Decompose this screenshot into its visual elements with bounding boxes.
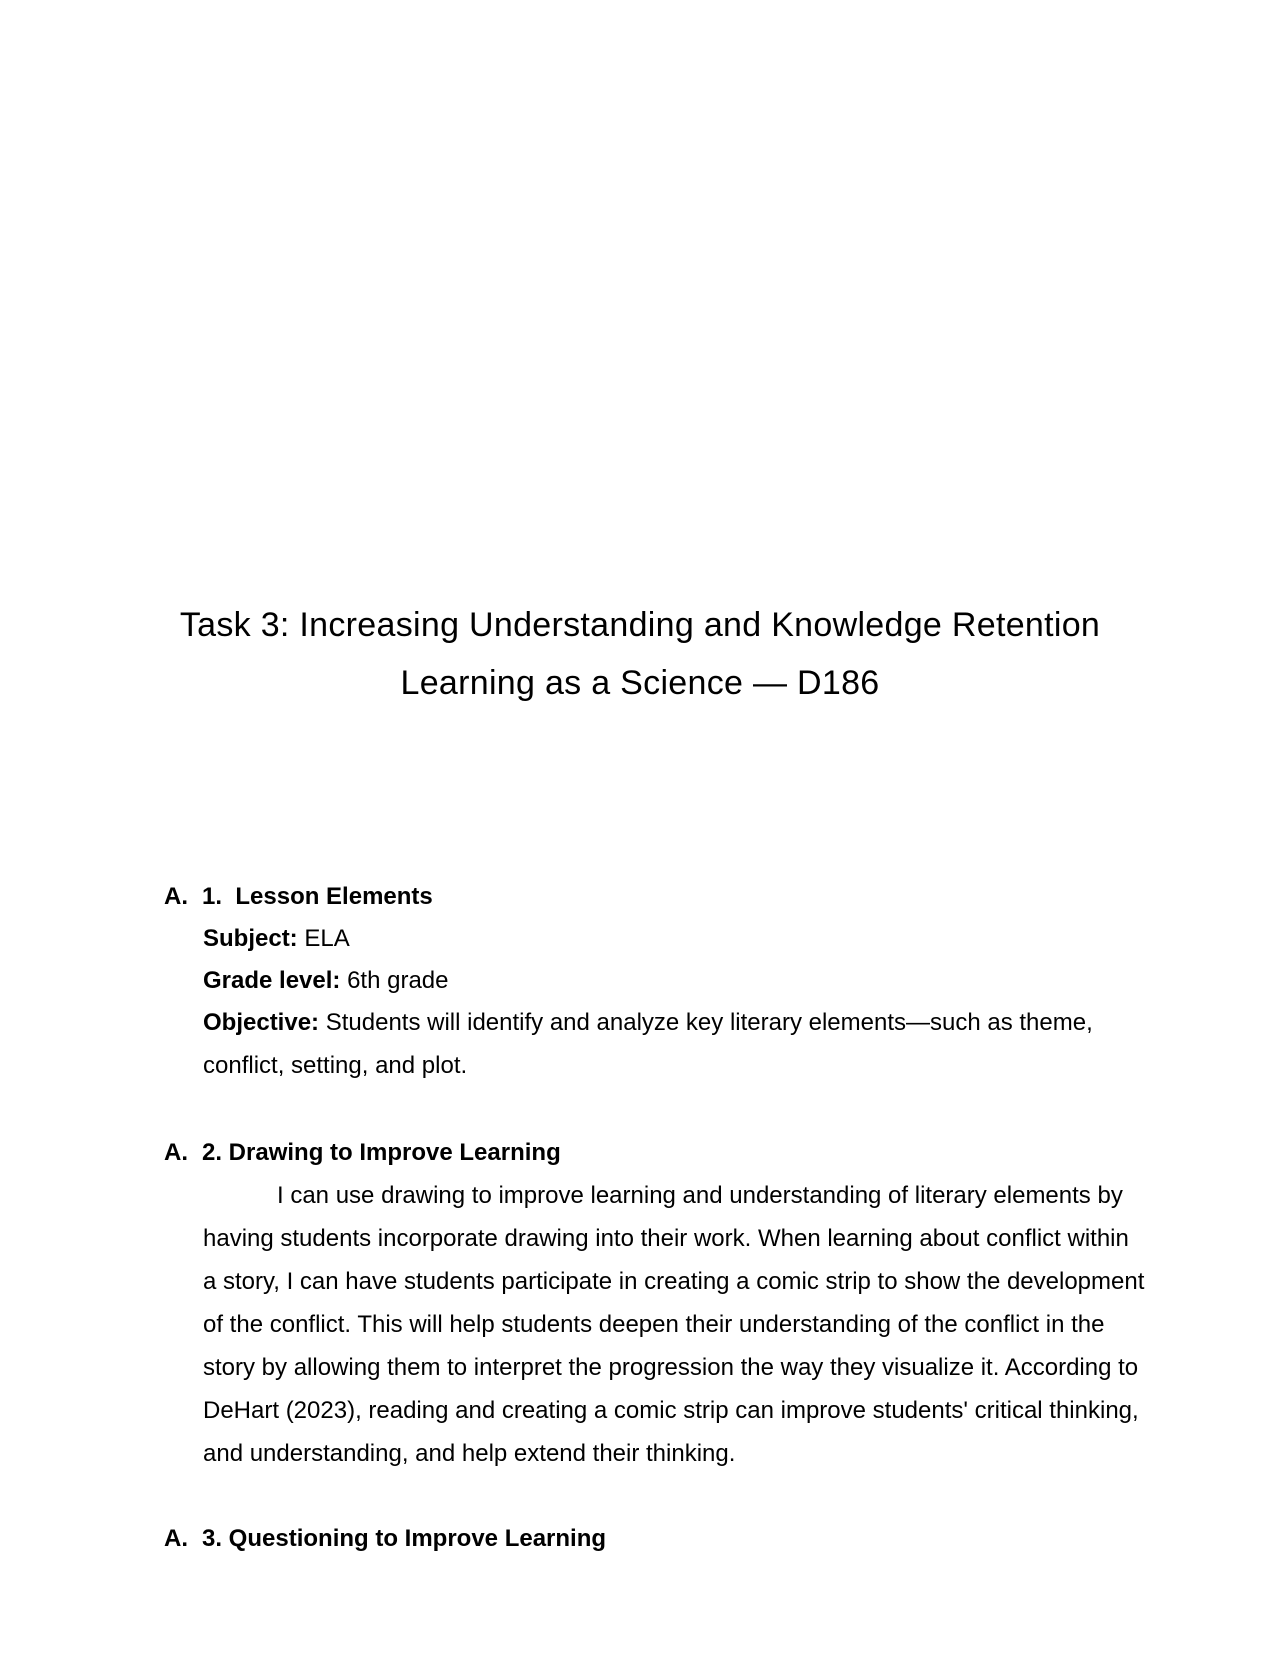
section-heading-questioning xyxy=(164,1524,606,1554)
section-letter: A. xyxy=(164,883,188,910)
section-letter: A. xyxy=(164,1525,188,1552)
drawing-paragraph: I can use drawing to improve learning and understanding of literary elements by having students incorporate drawing into their work. When learning about conflict within a story, I can have students participate in creating a comic strip to show the development of the conflict. This will help students deepen their understanding of the conflict in the story by allowing them to interpret the progression the way they visualize it. According to DeHart (2023), reading and creating a comic strip can improve students' critical thinking, and understanding, and help extend their thinking. xyxy=(203,1182,1145,1467)
document-title xyxy=(0,596,1280,712)
subject-field xyxy=(203,918,1153,961)
objective-label: Objective: xyxy=(203,1009,320,1036)
grade-level-label: Grade level: xyxy=(203,967,341,994)
section-number: 1. xyxy=(202,883,223,910)
title-line-2: Learning as a Science — D186 xyxy=(400,664,880,702)
section-heading-lesson-elements xyxy=(164,882,433,912)
subject-label: Subject: xyxy=(203,925,298,952)
grade-level-value: 6th grade xyxy=(347,967,449,994)
section-letter: A. xyxy=(164,1139,188,1166)
section-title: Lesson Elements xyxy=(235,883,433,910)
objective-field xyxy=(203,1002,1153,1087)
section-title: 2. Drawing to Improve Learning xyxy=(202,1139,561,1166)
section-heading-drawing xyxy=(164,1138,561,1168)
objective-value: Students will identify and analyze key literary elements—such as theme, conflict, setting, and plot. xyxy=(203,1009,1093,1079)
subject-value: ELA xyxy=(304,925,350,952)
title-line-1: Task 3: Increasing Understanding and Knowledge Retention xyxy=(179,606,1101,644)
section-title: 3. Questioning to Improve Learning xyxy=(202,1525,607,1552)
grade-level-field xyxy=(203,960,1153,1003)
